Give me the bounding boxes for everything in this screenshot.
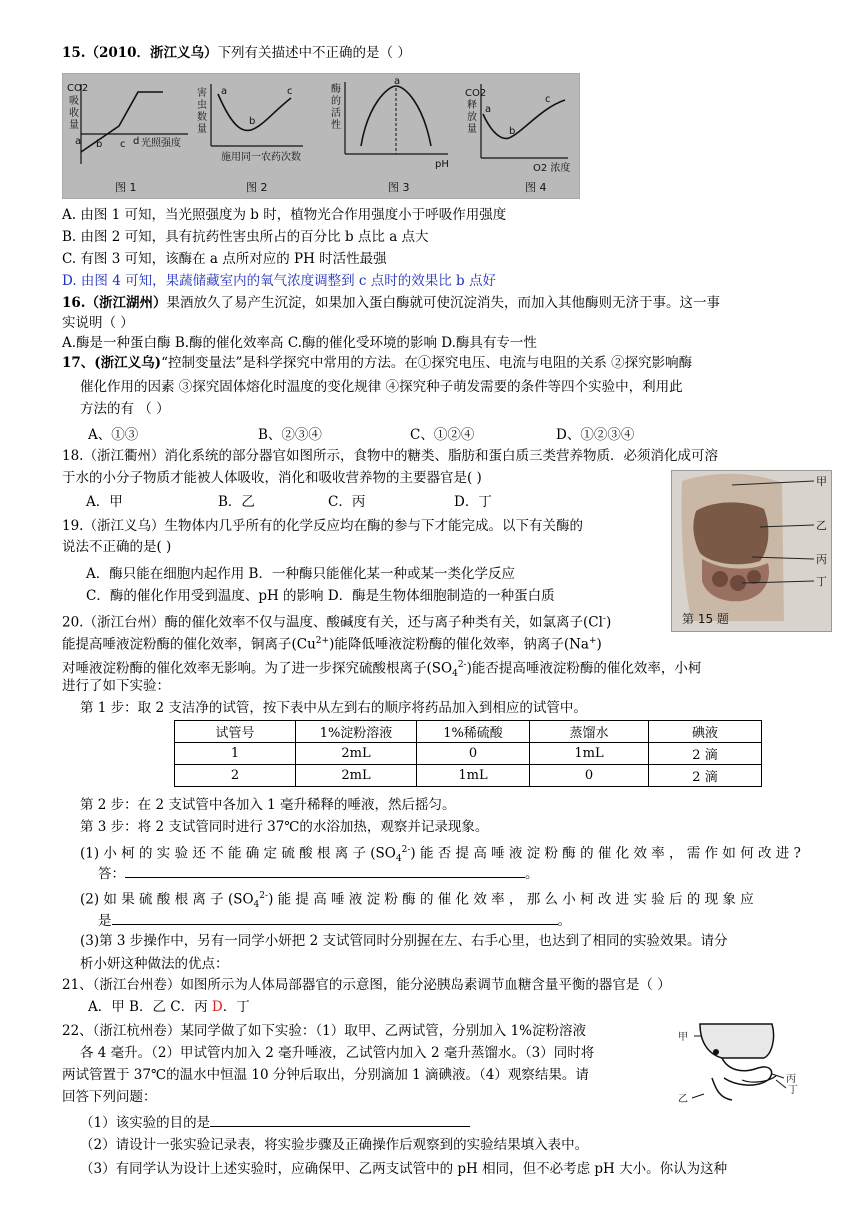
q20-sup-plus: + (588, 636, 597, 646)
table-cell: 2 滴 (649, 743, 762, 765)
table-header: 1%稀硫酸 (417, 721, 530, 743)
q22-stem1: 某同学做了如下实验：（1）取甲、乙两试管，分别加入 1%淀粉溶液 (180, 1023, 586, 1039)
q17-stem3: 方法的有 （ ） (80, 401, 170, 417)
q19-line1 (62, 517, 830, 536)
photo-label-bing: 丙 (816, 553, 827, 566)
q21-options (88, 998, 830, 1017)
fig1-caption: 图 1 (115, 181, 137, 194)
table-cell: 1mL (417, 765, 530, 787)
q21-answer-mark: D (211, 999, 223, 1015)
photo-label-yi: 乙 (816, 519, 827, 532)
q18-stem2: 于水的小分子物质才能被人体吸收，消化和吸收营养物的主要器官是( ) (62, 470, 482, 486)
q20-reagent-table (174, 720, 762, 787)
figure-3 (331, 76, 449, 194)
q20-line2 (62, 632, 830, 655)
figure-4 (465, 84, 570, 194)
table-header-row (175, 721, 762, 743)
q20-l3a: 对唾液淀粉酶的催化效率无影响。为了进一步探究硫酸根离子(SO (62, 660, 453, 677)
q16-stem1: 果酒放久了易产生沉淀，如果加入蛋白酶就可使沉淀消失，而加入其他酶则无济于事。这一事 (166, 295, 720, 311)
q20-s1b: ) 能 否 提 高 唾 液 淀 粉 酶 的 催 化 效 率 ， 需 作 如 何 改 进 ? (410, 845, 801, 862)
q21-opt-post: ．丁 (222, 999, 250, 1015)
q20-answer2: 是 。 (98, 910, 830, 931)
q20-l2b: )能降低唾液淀粉酶的催化效率，钠离子(Na (329, 636, 589, 653)
q20-number: 20.（浙江台州） (62, 614, 165, 631)
q16-line1 (62, 294, 830, 313)
fig4-ylabel-3: 量 (467, 124, 477, 135)
q20-sup-2plus: 2+ (315, 636, 330, 646)
q18-option-d: D．丁 (454, 494, 492, 510)
fig2-ylabel-3: 量 (197, 124, 207, 135)
fig4-ylabel-1: 释 (467, 100, 477, 111)
q22-sub2: （2）请设计一张实验记录表，将实验步骤及正确操作后观察到的实验结果填入表中。 (80, 1137, 589, 1153)
q19-stem2: 说法不正确的是( ) (62, 539, 172, 555)
q20-l2c: ) (596, 636, 602, 653)
fig2-xlabel: 施用同一农药次数 (221, 152, 301, 163)
fig1-point-a: a (75, 136, 82, 147)
organ-label-bing: 丙 (786, 1074, 796, 1085)
q20-sup-minus: - (602, 614, 606, 624)
table-cell: 2mL (296, 765, 417, 787)
table-row (175, 743, 762, 765)
q18-option-b: B．乙 (218, 494, 255, 510)
organ-label-yi: 乙 (678, 1094, 688, 1104)
fig2-point-c: c (287, 86, 293, 97)
q18-line1 (62, 447, 830, 466)
q17-option-b: B、②③④ (258, 427, 322, 443)
fig1-ylabel-1: 吸 (69, 96, 79, 107)
q17-stem2: 催化作用的因素 ③探究固体熔化时温度的变化规律 ④探究种子萌发需要的条件等四个实验中，利用此 (80, 379, 683, 395)
q17-option-d: D、①②③④ (556, 427, 635, 443)
q21-stem: 如图所示为人体局部器官的示意图，能分泌胰岛素调节血糖含量平衡的器官是（ ） (180, 977, 671, 993)
q20-step1: 第 1 步：取 2 支洁净的试管，按下表中从左到右的顺序将药品加入到相应的试管中。 (80, 700, 587, 716)
q17-line1 (62, 354, 830, 373)
fig4-point-c: c (545, 94, 551, 105)
q20-line1 (62, 610, 830, 633)
fig4-xlabel: O2 浓度 (533, 163, 571, 174)
q20-s1-sub4: 4 (395, 854, 402, 865)
q20-s3b: 析小妍这种做法的优点： (80, 956, 229, 972)
q15-option-d: D. 由图 4 可知，果蔬储藏室内的氧气浓度调整到 c 点时的效果比 b 点好 (62, 273, 496, 289)
q18-option-c: C．丙 (328, 494, 366, 510)
q22-number: 22、（浙江杭州卷） (62, 1023, 181, 1039)
q16-number: 16.（浙江湖州） (62, 295, 167, 311)
q20-sup-2minus: 2- (457, 660, 467, 670)
table-cell: 0 (417, 743, 530, 765)
q20-l3b: )能否提高唾液淀粉酶的催化效率，小柯 (466, 660, 702, 677)
q21-line1 (62, 976, 830, 995)
q20-s2b: ) 能 提 高 唾 液 淀 粉 酶 的 催 化 效 率 ， 那 么 小 柯 改 进 实 验 后 的 现 象 应 (268, 891, 754, 908)
fig3-ylabel-1: 的 (331, 96, 341, 107)
fig1-xlabel: 光照强度 (141, 138, 181, 149)
q19-number: 19.（浙江义乌） (62, 518, 165, 534)
q16-options: A.酶是一种蛋白酶 B.酶的催化效率高 C.酶的催化受环境的影响 D.酶具有专一性 (62, 335, 537, 351)
table-cell: 2 滴 (649, 765, 762, 787)
organ-label-jia: 甲 (678, 1032, 688, 1043)
figure-2 (197, 84, 303, 194)
fig2-point-a: a (221, 86, 228, 97)
table-header: 碘液 (649, 721, 762, 743)
q21-number: 21、（浙江台州卷） (62, 977, 181, 993)
q15-stem: 下列有关描述中不正确的是（ ） (217, 45, 411, 61)
table-cell: 2mL (296, 743, 417, 765)
table-row (175, 765, 762, 787)
photo-caption: 第 15 题 (682, 612, 729, 626)
q15-number: 15.（2010．浙江义乌） (62, 45, 218, 61)
fig3-caption: 图 3 (388, 181, 410, 194)
q20-line4: 进行了如下实验： (62, 678, 170, 694)
fig1-point-d: d (133, 136, 140, 147)
photo-label-ding: 丁 (816, 575, 827, 588)
q20-l1b: ) (605, 614, 612, 631)
q18-option-a: A．甲 (86, 494, 123, 510)
q16-stem2: 实说明（ ） (62, 315, 134, 331)
q20-step2: 第 2 步：在 2 支试管中各加入 1 毫升稀释的唾液，然后摇匀。 (80, 797, 456, 813)
table-header: 试管号 (175, 721, 296, 743)
q15-option-a: A. 由图 1 可知，当光照强度为 b 时，植物光合作用强度小于呼吸作用强度 (62, 207, 507, 223)
fig3-point-a: a (394, 76, 401, 87)
fig3-ylabel-0: 酶 (331, 84, 341, 95)
answer-blank-2[interactable] (112, 910, 558, 925)
q20-s2-sup: 2- (259, 891, 269, 901)
q15-option-c: C. 有图 3 可知，该酶在 a 点所对应的 PH 时活性最强 (62, 251, 387, 267)
q19-opt1: A．酶只能在细胞内起作用 B．一种酶只能催化某一种或某一类化学反应 (86, 566, 515, 582)
q15-figure (62, 73, 580, 199)
q15-title (62, 44, 830, 63)
table-cell: 0 (530, 765, 649, 787)
fig2-point-b: b (249, 116, 256, 127)
q22-sub1 (80, 1112, 830, 1133)
fig1-point-b: b (96, 139, 103, 150)
q20-l1a: 酶的催化效率不仅与温度、酸碱度有关，还与离子种类有关，如氯离子(Cl (164, 614, 603, 631)
q21-opt-pre: A．甲 B．乙 C．丙 (88, 999, 212, 1015)
fig4-point-a: a (485, 104, 492, 115)
fig1-point-c: c (120, 139, 126, 150)
fig1-ylabel-3: 量 (69, 120, 79, 131)
q20-s2a: (2) 如 果 硫 酸 根 离 子 (SO (80, 891, 254, 908)
fig4-ylabel-2: 放 (467, 112, 477, 123)
q20-s2-sub4: 4 (253, 900, 260, 911)
q20-s1c: 答： (98, 866, 125, 882)
fig2-caption: 图 2 (246, 181, 268, 194)
q18-stem1: 消化系统的部分器官如图所示，食物中的糖类、脂肪和蛋白质三类营养物质．必须消化成可溶 (164, 448, 718, 464)
q20-answer1: 答： 。 (98, 863, 830, 884)
fig2-ylabel-2: 数 (197, 112, 207, 123)
q22-stem3: 两试管置于 37℃的温水中恒温 10 分钟后取出，分别滴加 1 滴碘液。（4）观察结果。请 (62, 1067, 589, 1083)
organ-diagram-svg (672, 1018, 812, 1104)
q20-s1-sup: 2- (401, 845, 411, 855)
q17-stem1: “控制变量法”是科学探究中常用的方法。在①探究电压、电流与电阻的关系 ②探究影响酶 (161, 355, 693, 371)
fig3-xlabel: pH (435, 159, 449, 170)
q15-figure-svg (63, 74, 579, 198)
q20-s3a: (3)第 3 步操作中，另有一同学小妍把 2 支试管同时分别握在左、右手心里，也达到了相同的实验效果。请分 (80, 933, 728, 949)
answer-blank-1[interactable] (125, 863, 525, 878)
q15-option-b: B. 由图 2 可知，具有抗药性害虫所占的百分比 b 点比 a 点大 (62, 229, 429, 245)
q19-stem1: 生物体内几乎所有的化学反应均在酶的参与下才能完成。以下有关酶的 (164, 518, 583, 534)
fig4-caption: 图 4 (525, 181, 547, 194)
fig2-ylabel-0: 害 (197, 88, 207, 99)
q18-number: 18.（浙江衢州） (62, 448, 165, 464)
fig3-ylabel-2: 活 (331, 108, 341, 119)
q19-opt2: C．酶的催化作用受到温度、pH 的影响 D．酶是生物体细胞制造的一种蛋白质 (86, 588, 555, 604)
q20-sub-4: 4 (452, 669, 458, 680)
fig4-point-b: b (509, 126, 516, 137)
table-cell: 1 (175, 743, 296, 765)
q20-step3: 第 3 步：将 2 支试管同时进行 37℃的水浴加热，观察并记录现象。 (80, 819, 489, 835)
q17-number: 17、(浙江义乌) (62, 355, 162, 371)
figure-1 (67, 83, 188, 194)
q22-sub3: （3）有同学认为设计上述实验时，应确保甲、乙两支试管中的 pH 相同，但不必考虑 pH 大小。你认为这种 (80, 1161, 728, 1177)
organ-label-ding: 丁 (788, 1085, 798, 1096)
q17-option-c: C、①②④ (410, 427, 475, 443)
q20-s1a: (1) 小 柯 的 实 验 还 不 能 确 定 硫 酸 根 离 子 (SO (80, 845, 396, 862)
fig4-ylabel-0: CO2 (465, 88, 487, 99)
fig1-ylabel-2: 收 (69, 108, 79, 119)
fig3-ylabel-3: 性 (331, 120, 341, 131)
q22-sub1-text: （1）该实验的目的是 (80, 1115, 211, 1131)
organ-diagram (672, 1018, 812, 1104)
table-header: 1%淀粉溶液 (296, 721, 417, 743)
q20-l2a: 能提高唾液淀粉酶的催化效率，铜离子(Cu (62, 636, 316, 653)
table-cell: 2 (175, 765, 296, 787)
q17-option-a: A、①③ (88, 427, 139, 443)
q20-s2c: 是 (98, 913, 112, 929)
fig2-ylabel-1: 虫 (197, 100, 207, 111)
q22-stem2: 各 4 毫升。（2）甲试管内加入 2 毫升唾液，乙试管内加入 2 毫升蒸馏水。（3）同时将 (80, 1045, 595, 1061)
photo-label-jia: 甲 (816, 475, 827, 488)
table-header: 蒸馏水 (530, 721, 649, 743)
fig1-ylabel-0: CO2 (67, 83, 89, 94)
q22-stem4: 回答下列问题： (62, 1089, 157, 1105)
answer-blank-3[interactable] (210, 1112, 470, 1127)
table-cell: 1mL (530, 743, 649, 765)
